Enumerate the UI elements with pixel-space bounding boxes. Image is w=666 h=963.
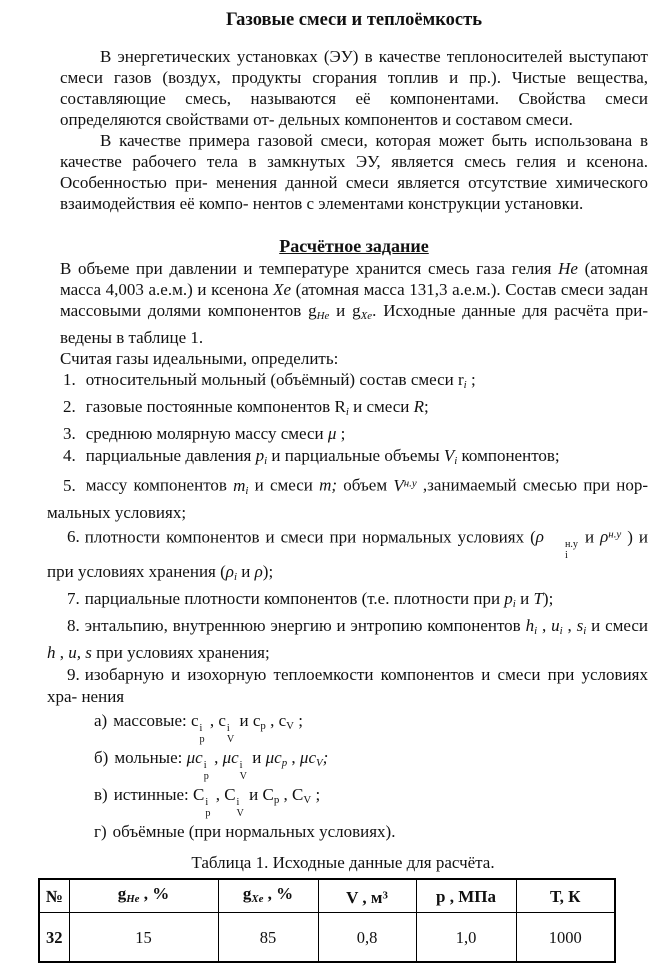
doc-title: Газовые смеси и теплоёмкость xyxy=(226,10,482,30)
item-text: относительный мольный (объёмный) состав смеси $r_i$ ; xyxy=(85,370,476,392)
task-subitem-v xyxy=(94,782,648,819)
col-header-pressure: p , МПа xyxy=(416,879,516,913)
col-header-volume: V , $м^3$ xyxy=(318,879,416,913)
item-number: 6. xyxy=(67,527,80,547)
determine-line: Считая газы идеальными, определить: xyxy=(60,349,339,369)
cell-temperature: 1000 xyxy=(516,913,615,963)
task-subitem-a xyxy=(94,708,648,745)
item-number: 4. xyxy=(63,446,76,466)
item-number: 9. xyxy=(67,665,80,685)
cell-pressure: 1,0 xyxy=(416,913,516,963)
cell-g-xe: 85 xyxy=(218,913,318,963)
subitem-text: мольные: μc i p , μc i V и $\mu c_p$ , $\mu c_V$; xyxy=(114,748,329,782)
task-item-3 xyxy=(47,423,648,445)
table-data-row xyxy=(39,913,615,963)
task-item-5 xyxy=(47,472,648,524)
item-number: 7. xyxy=(67,589,80,609)
item-text: изобарную и изохорную теплоемкости компонентов и смеси при условиях хра- нения xyxy=(47,665,648,707)
item-number: 1. xyxy=(63,370,76,390)
subitem-text: массовые: c i p , c i V и $c_p$ , $c_V$ ; xyxy=(113,711,303,745)
item-text: среднюю молярную массу смеси μ ; xyxy=(85,424,346,444)
intro-paragraph-1: В энергетических установках (ЭУ) в качестве теплоносителей выступают смеси газов (воздух, продукты сгорания топлив и пр.). Чистые вещества, составляющие смесь, называются её компонентами. Свойства смеси определяются свойствами от- дельных компонентов и составом смеси. xyxy=(60,47,648,129)
task-item-4 xyxy=(47,445,648,472)
task-statement: В объеме при давлении и температуре хранится смесь газа гелия He (атомная масса 4,003 а.е.м.) и ксенона Xe (атомная масса 131,3 а.е.м.). Состав смеси задан массовыми долями компонентов $g_{He}$ и $g_{Xe}$. Исходные данные для расчёта при- ведены в таблице 1. xyxy=(60,259,648,348)
task-item-6 xyxy=(47,524,648,589)
item-number: 3. xyxy=(63,424,76,444)
item-text: газовые постоянные компонентов $R_i$ и смеси R; xyxy=(85,397,429,419)
task-subitem-g xyxy=(94,819,648,844)
cell-variant-number: 32 xyxy=(39,913,69,963)
subitem-letter: б) xyxy=(94,748,109,768)
item-text: массу компонентов $m_i$ и смеси m; объем $V^{н.у}$ ,занимаемый смесью при нор- мальных условиях; xyxy=(47,475,648,522)
item-number: 2. xyxy=(63,397,76,417)
subitem-text: истинные: C i p , C i V и $C_p$ , $C_V$ ; xyxy=(113,785,321,819)
cell-volume: 0,8 xyxy=(318,913,416,963)
intro-paragraph-2: В качестве примера газовой смеси, которая может быть использована в качестве рабочего тела в замкнутых ЭУ, является смесь гелия и ксенона. Особенностью при- менения данной смеси является отсутствие химического взаимодействия её компо- нентов с элементами конструкции установки. xyxy=(60,131,648,213)
table-caption: Таблица 1. Исходные данные для расчёта. xyxy=(191,853,495,873)
task-item-8 xyxy=(47,615,648,664)
item-number: 8. xyxy=(67,616,80,636)
col-header-number: № xyxy=(39,879,69,913)
col-header-g-xe: $g_{Xe}$ , % xyxy=(218,879,318,913)
subitem-text: объёмные (при нормальных условиях). xyxy=(112,822,396,842)
task-item-2 xyxy=(47,396,648,423)
item-number: 5. xyxy=(63,475,76,495)
section-heading: Расчётное задание xyxy=(279,236,429,256)
item-text: парциальные давления $p_i$ и парциальные объемы $V_i$ компонентов; xyxy=(85,446,560,468)
table-header-row xyxy=(39,879,615,913)
subitem-letter: г) xyxy=(94,822,107,842)
cell-g-he: 15 xyxy=(69,913,218,963)
col-header-temperature: Т, К xyxy=(516,879,615,913)
item-text: плотности компонентов и смеси при нормальных условиях (ρ н.у i и $\rho^{н.у}$ ) и при условиях хранения ($\rho_i$ и ρ); xyxy=(47,527,648,584)
task-item-1 xyxy=(47,369,648,396)
col-header-g-he: $g_{He}$ , % xyxy=(69,879,218,913)
task-item-9 xyxy=(47,664,648,708)
task-item-7 xyxy=(47,588,648,615)
item-text: парциальные плотности компонентов (т.е. плотности при $p_i$ и T); xyxy=(84,589,554,611)
data-table xyxy=(38,878,616,963)
task-subitem-b xyxy=(94,745,648,782)
subitem-letter: а) xyxy=(94,711,108,731)
subitem-letter: в) xyxy=(94,785,108,805)
item-text: энтальпию, внутреннюю энергию и энтропию компонентов $h_i$ , $u_i$ , $s_i$ и смеси h , u, s при условиях хранения; xyxy=(47,616,649,663)
